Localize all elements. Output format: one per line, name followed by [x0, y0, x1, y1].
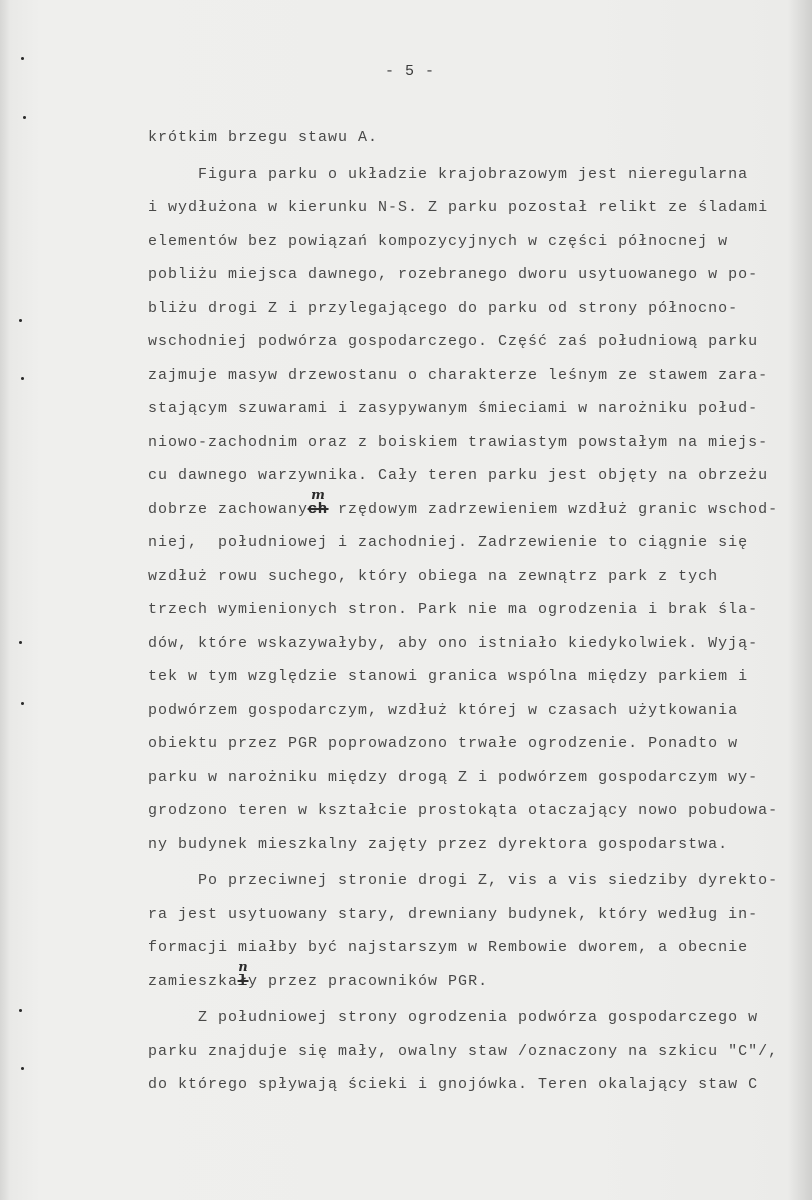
text-line: parku w narożniku między drogą Z i podwórzem gospodarczym wy- — [148, 768, 759, 786]
struck-typed-text: ł — [238, 972, 249, 990]
text-line: cu dawnego warzywnika. Cały teren parku jest objęty na obrzeżu — [148, 467, 769, 484]
text-line: trzech wymienionych stron. Park nie ma ogrodzenia i brak śla- — [148, 601, 759, 618]
paragraph — [148, 158, 798, 862]
text-line: formacji miałby być najstarszym w Rembowie dworem, a obecnie — [148, 939, 749, 956]
paragraph — [148, 1001, 798, 1102]
corrected-word-part — [308, 487, 329, 518]
margin-mark — [19, 319, 22, 322]
margin-mark — [21, 1067, 24, 1070]
paragraph — [148, 864, 798, 998]
margin-mark — [21, 702, 24, 705]
text-segment: zamieszka — [148, 972, 239, 990]
text-line: ra jest usytuowany stary, drewniany budynek, który według in- — [148, 905, 759, 923]
struck-typed-text: ch — [308, 500, 329, 518]
text-line: bliżu drogi Z i przylegającego do parku od strony północno- — [148, 299, 739, 317]
text-line: Figura parku o układzie krajobrazowym jest nieregularna — [198, 165, 749, 183]
text-line: grodzono teren w kształcie prostokąta otaczający nowo pobudowa- — [148, 802, 779, 819]
text-line — [148, 487, 798, 527]
text-line — [148, 959, 798, 999]
margin-mark — [21, 57, 24, 60]
text-line: ny budynek mieszkalny zajęty przez dyrektora gospodarstwa. — [148, 835, 729, 853]
text-line: elementów bez powiązań kompozycyjnych w części północnej w — [148, 232, 729, 250]
text-line: zajmuje masyw drzewostanu o charakterze leśnym ze stawem zara- — [148, 366, 769, 384]
margin-mark — [21, 377, 24, 380]
text-line: krótkim brzegu stawu A. — [148, 129, 379, 146]
corrected-word-part — [238, 959, 249, 990]
margin-mark — [19, 1009, 22, 1012]
text-segment: rzędowym zadrzewieniem wzdłuż granic wschod- — [328, 500, 779, 518]
text-line: obiektu przez PGR poprowadzono trwałe ogrodzenie. Ponadto w — [148, 735, 739, 752]
body-text — [148, 121, 798, 1102]
text-line: pobliżu miejsca dawnego, rozebranego dworu usytuowanego w po- — [148, 266, 759, 283]
text-line: do którego spływają ścieki i gnojówka. Teren okalający staw C — [148, 1076, 759, 1093]
text-segment: dobrze zachowany — [148, 500, 309, 518]
text-line: i wydłużona w kierunku N-S. Z parku pozostał relikt ze śladami — [148, 199, 769, 216]
text-line: stającym szuwarami i zasypywanym śmieciami w narożniku połud- — [148, 400, 759, 417]
text-line: Z południowej strony ogrodzenia podwórza gospodarczego w — [198, 1009, 759, 1026]
text-line: dów, które wskazywałyby, aby ono istniało kiedykolwiek. Wyją- — [148, 634, 759, 652]
text-line: tek w tym względzie stanowi granica wspólna między parkiem i — [148, 668, 749, 685]
text-line: Po przeciwnej stronie drogi Z, vis a vis siedziby dyrekto- — [198, 872, 779, 889]
text-line: wschodniej podwórza gospodarczego. Część zaś południową parku — [148, 333, 759, 350]
text-line: podwórzem gospodarczym, wzdłuż której w czasach użytkowania — [148, 701, 739, 719]
handwritten-correction: m — [311, 487, 325, 503]
margin-mark — [23, 116, 26, 119]
text-line: parku znajduje się mały, owalny staw /oznaczony na szkicu "C"/, — [148, 1042, 779, 1060]
margin-mark — [19, 641, 22, 644]
paragraph — [148, 121, 798, 155]
text-line: niej, południowej i zachodniej. Zadrzewienie to ciągnie się — [148, 534, 749, 551]
page-number: - 5 - — [384, 63, 435, 80]
text-segment: y przez pracowników PGR. — [248, 972, 489, 990]
text-line: niowo-zachodnim oraz z boiskiem trawiastym powstałym na miejs- — [148, 433, 769, 451]
text-line: wzdłuż rowu suchego, który obiega na zewnątrz park z tych — [148, 567, 719, 585]
handwritten-correction: n — [238, 959, 248, 975]
